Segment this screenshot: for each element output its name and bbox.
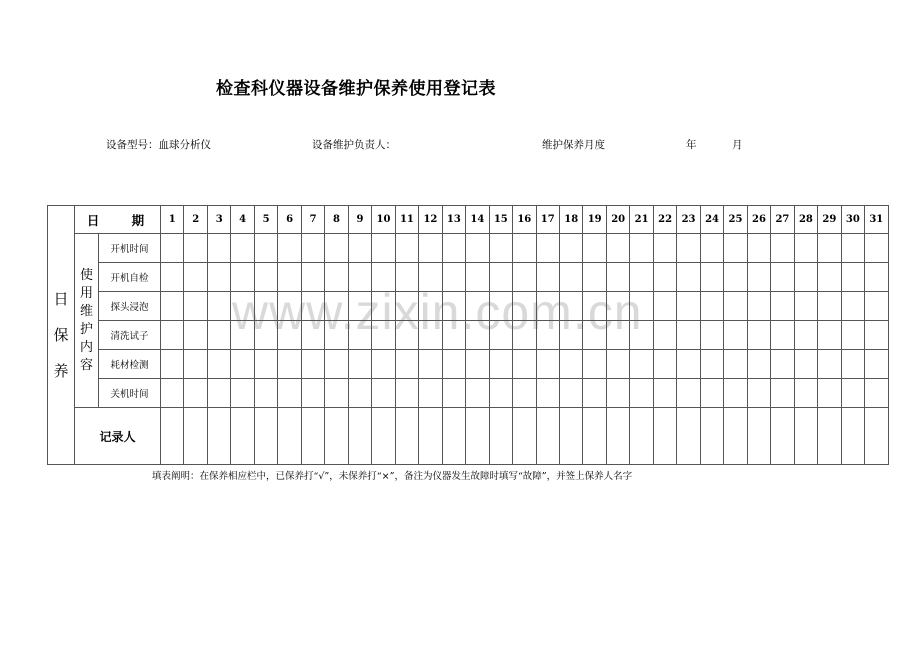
item-1-day-15-cell[interactable]	[489, 234, 512, 263]
item-4-day-6-cell[interactable]	[278, 321, 301, 350]
item-3-day-6-cell[interactable]	[278, 292, 301, 321]
maintainer-label: 设备维护负责人：	[312, 139, 396, 151]
day-number-header: 27	[771, 206, 794, 234]
day-number-header: 1	[161, 206, 184, 234]
item-5-day-12-cell[interactable]	[419, 350, 442, 379]
usage-maintenance-char: 用	[79, 285, 93, 301]
item-2-day-7-cell[interactable]	[301, 263, 324, 292]
item-2-day-8-cell[interactable]	[325, 263, 348, 292]
item-2-day-18-cell[interactable]	[559, 263, 582, 292]
item-6-day-21-cell[interactable]	[630, 379, 653, 408]
item-4-day-11-cell[interactable]	[395, 321, 418, 350]
day-number-header: 3	[207, 206, 230, 234]
day-number-header: 4	[231, 206, 254, 234]
item-3-day-19-cell[interactable]	[583, 292, 606, 321]
item-4-day-15-cell[interactable]	[489, 321, 512, 350]
recorder-day-30-cell[interactable]	[841, 408, 864, 465]
table-row	[48, 321, 889, 350]
daily-maintenance-char: 日	[53, 290, 69, 308]
item-3-day-8-cell[interactable]	[325, 292, 348, 321]
item-2-day-31-cell[interactable]	[865, 263, 888, 292]
item-6-day-27-cell[interactable]	[771, 379, 794, 408]
item-3-day-3-cell[interactable]	[207, 292, 230, 321]
item-5-day-26-cell[interactable]	[747, 350, 770, 379]
item-5-day-6-cell[interactable]	[278, 350, 301, 379]
item-label: 开机自检	[99, 263, 161, 292]
table-row	[48, 234, 889, 263]
item-5-day-11-cell[interactable]	[395, 350, 418, 379]
item-label: 关机时间	[99, 379, 161, 408]
item-3-day-10-cell[interactable]	[372, 292, 395, 321]
item-6-day-4-cell[interactable]	[231, 379, 254, 408]
recorder-label: 记录人	[75, 408, 161, 465]
item-5-day-8-cell[interactable]	[325, 350, 348, 379]
item-4-day-4-cell[interactable]	[231, 321, 254, 350]
daily-maintenance-char: 养	[53, 362, 69, 380]
equipment-model: 设备型号：血球分析仪	[106, 139, 211, 151]
item-2-day-9-cell[interactable]	[348, 263, 371, 292]
day-number-header: 22	[653, 206, 676, 234]
item-4-day-30-cell[interactable]	[841, 321, 864, 350]
recorder-day-18-cell[interactable]	[559, 408, 582, 465]
item-5-day-10-cell[interactable]	[372, 350, 395, 379]
item-3-day-15-cell[interactable]	[489, 292, 512, 321]
recorder-day-21-cell[interactable]	[630, 408, 653, 465]
item-1-day-2-cell[interactable]	[184, 234, 207, 263]
usage-maintenance-char: 容	[79, 357, 93, 373]
item-2-day-13-cell[interactable]	[442, 263, 465, 292]
item-label: 探头浸泡	[99, 292, 161, 321]
item-2-day-10-cell[interactable]	[372, 263, 395, 292]
item-3-day-2-cell[interactable]	[184, 292, 207, 321]
recorder-day-31-cell[interactable]	[865, 408, 888, 465]
item-1-day-7-cell[interactable]	[301, 234, 324, 263]
item-2-day-12-cell[interactable]	[419, 263, 442, 292]
item-2-day-20-cell[interactable]	[606, 263, 629, 292]
recorder-day-7-cell[interactable]	[301, 408, 324, 465]
item-6-day-23-cell[interactable]	[677, 379, 700, 408]
daily-maintenance-label	[48, 206, 75, 465]
day-number-header: 15	[489, 206, 512, 234]
maintenance-log-table	[47, 205, 889, 465]
item-1-day-30-cell[interactable]	[841, 234, 864, 263]
recorder-day-3-cell[interactable]	[207, 408, 230, 465]
recorder-day-15-cell[interactable]	[489, 408, 512, 465]
item-4-day-26-cell[interactable]	[747, 321, 770, 350]
item-1-day-3-cell[interactable]	[207, 234, 230, 263]
usage-maintenance-char: 内	[79, 339, 93, 355]
day-number-header: 31	[865, 206, 888, 234]
item-5-day-22-cell[interactable]	[653, 350, 676, 379]
item-1-day-17-cell[interactable]	[536, 234, 559, 263]
item-2-day-21-cell[interactable]	[630, 263, 653, 292]
item-6-day-29-cell[interactable]	[818, 379, 841, 408]
item-5-day-18-cell[interactable]	[559, 350, 582, 379]
item-4-day-18-cell[interactable]	[559, 321, 582, 350]
recorder-day-8-cell[interactable]	[325, 408, 348, 465]
item-4-day-22-cell[interactable]	[653, 321, 676, 350]
item-5-day-28-cell[interactable]	[794, 350, 817, 379]
day-number-header: 14	[466, 206, 489, 234]
usage-maintenance-char: 护	[79, 321, 93, 337]
item-5-day-4-cell[interactable]	[231, 350, 254, 379]
item-5-day-21-cell[interactable]	[630, 350, 653, 379]
item-3-day-21-cell[interactable]	[630, 292, 653, 321]
recorder-day-29-cell[interactable]	[818, 408, 841, 465]
item-4-day-17-cell[interactable]	[536, 321, 559, 350]
item-6-day-15-cell[interactable]	[489, 379, 512, 408]
recorder-day-2-cell[interactable]	[184, 408, 207, 465]
item-5-day-30-cell[interactable]	[841, 350, 864, 379]
table-row	[48, 350, 889, 379]
item-label: 开机时间	[99, 234, 161, 263]
item-6-day-16-cell[interactable]	[513, 379, 536, 408]
recorder-day-10-cell[interactable]	[372, 408, 395, 465]
item-2-day-29-cell[interactable]	[818, 263, 841, 292]
item-3-day-28-cell[interactable]	[794, 292, 817, 321]
date-header-cell: 日 期	[75, 206, 161, 234]
recorder-day-14-cell[interactable]	[466, 408, 489, 465]
item-5-day-14-cell[interactable]	[466, 350, 489, 379]
item-2-day-24-cell[interactable]	[700, 263, 723, 292]
item-2-day-3-cell[interactable]	[207, 263, 230, 292]
recorder-day-12-cell[interactable]	[419, 408, 442, 465]
item-1-day-31-cell[interactable]	[865, 234, 888, 263]
day-number-header: 26	[747, 206, 770, 234]
day-number-header: 29	[818, 206, 841, 234]
recorder-day-5-cell[interactable]	[254, 408, 277, 465]
item-3-day-1-cell[interactable]	[161, 292, 184, 321]
item-4-day-21-cell[interactable]	[630, 321, 653, 350]
item-6-day-3-cell[interactable]	[207, 379, 230, 408]
day-number-header: 8	[325, 206, 348, 234]
day-number-header: 30	[841, 206, 864, 234]
item-6-day-8-cell[interactable]	[325, 379, 348, 408]
day-number-header: 23	[677, 206, 700, 234]
item-6-day-14-cell[interactable]	[466, 379, 489, 408]
item-1-day-26-cell[interactable]	[747, 234, 770, 263]
item-2-day-6-cell[interactable]	[278, 263, 301, 292]
item-4-day-7-cell[interactable]	[301, 321, 324, 350]
item-2-day-2-cell[interactable]	[184, 263, 207, 292]
item-5-day-25-cell[interactable]	[724, 350, 747, 379]
day-number-header: 16	[513, 206, 536, 234]
day-number-header: 7	[301, 206, 324, 234]
item-3-day-4-cell[interactable]	[231, 292, 254, 321]
table-row	[48, 263, 889, 292]
item-6-day-5-cell[interactable]	[254, 379, 277, 408]
item-4-day-24-cell[interactable]	[700, 321, 723, 350]
item-6-day-10-cell[interactable]	[372, 379, 395, 408]
item-1-day-1-cell[interactable]	[161, 234, 184, 263]
item-4-day-23-cell[interactable]	[677, 321, 700, 350]
item-3-day-31-cell[interactable]	[865, 292, 888, 321]
usage-maintenance-char: 使	[79, 267, 93, 283]
item-4-day-3-cell[interactable]	[207, 321, 230, 350]
item-5-day-29-cell[interactable]	[818, 350, 841, 379]
item-2-day-5-cell[interactable]	[254, 263, 277, 292]
item-label: 耗材检测	[99, 350, 161, 379]
recorder-day-9-cell[interactable]	[348, 408, 371, 465]
item-5-day-3-cell[interactable]	[207, 350, 230, 379]
item-3-day-18-cell[interactable]	[559, 292, 582, 321]
table-row	[48, 292, 889, 321]
recorder-row	[48, 408, 889, 465]
item-2-day-30-cell[interactable]	[841, 263, 864, 292]
usage-maintenance-char: 维	[79, 303, 93, 319]
item-3-day-20-cell[interactable]	[606, 292, 629, 321]
item-2-day-4-cell[interactable]	[231, 263, 254, 292]
item-3-day-23-cell[interactable]	[677, 292, 700, 321]
recorder-day-26-cell[interactable]	[747, 408, 770, 465]
item-3-day-13-cell[interactable]	[442, 292, 465, 321]
item-1-day-25-cell[interactable]	[724, 234, 747, 263]
item-5-day-13-cell[interactable]	[442, 350, 465, 379]
item-3-day-9-cell[interactable]	[348, 292, 371, 321]
item-5-day-1-cell[interactable]	[161, 350, 184, 379]
item-2-day-22-cell[interactable]	[653, 263, 676, 292]
item-6-day-6-cell[interactable]	[278, 379, 301, 408]
item-6-day-1-cell[interactable]	[161, 379, 184, 408]
day-number-header: 12	[419, 206, 442, 234]
item-2-day-26-cell[interactable]	[747, 263, 770, 292]
recorder-day-23-cell[interactable]	[677, 408, 700, 465]
item-2-day-14-cell[interactable]	[466, 263, 489, 292]
maintenance-month-label: 维护保养月度	[542, 139, 605, 151]
item-4-day-27-cell[interactable]	[771, 321, 794, 350]
item-1-day-18-cell[interactable]	[559, 234, 582, 263]
recorder-day-4-cell[interactable]	[231, 408, 254, 465]
item-label: 清洗试子	[99, 321, 161, 350]
day-number-header: 28	[794, 206, 817, 234]
item-1-day-21-cell[interactable]	[630, 234, 653, 263]
item-6-day-12-cell[interactable]	[419, 379, 442, 408]
item-1-day-10-cell[interactable]	[372, 234, 395, 263]
item-6-day-13-cell[interactable]	[442, 379, 465, 408]
item-1-day-9-cell[interactable]	[348, 234, 371, 263]
item-1-day-4-cell[interactable]	[231, 234, 254, 263]
item-5-day-17-cell[interactable]	[536, 350, 559, 379]
item-6-day-31-cell[interactable]	[865, 379, 888, 408]
item-1-day-24-cell[interactable]	[700, 234, 723, 263]
item-6-day-17-cell[interactable]	[536, 379, 559, 408]
day-number-header: 9	[348, 206, 371, 234]
item-3-day-27-cell[interactable]	[771, 292, 794, 321]
item-5-day-27-cell[interactable]	[771, 350, 794, 379]
item-5-day-19-cell[interactable]	[583, 350, 606, 379]
item-4-day-8-cell[interactable]	[325, 321, 348, 350]
item-4-day-2-cell[interactable]	[184, 321, 207, 350]
item-2-day-1-cell[interactable]	[161, 263, 184, 292]
item-4-day-5-cell[interactable]	[254, 321, 277, 350]
item-3-day-7-cell[interactable]	[301, 292, 324, 321]
recorder-day-13-cell[interactable]	[442, 408, 465, 465]
item-1-day-29-cell[interactable]	[818, 234, 841, 263]
item-1-day-20-cell[interactable]	[606, 234, 629, 263]
item-1-day-12-cell[interactable]	[419, 234, 442, 263]
item-4-day-9-cell[interactable]	[348, 321, 371, 350]
table-row	[48, 379, 889, 408]
daily-maintenance-char: 保	[53, 326, 69, 344]
item-2-day-17-cell[interactable]	[536, 263, 559, 292]
item-6-day-2-cell[interactable]	[184, 379, 207, 408]
item-5-day-2-cell[interactable]	[184, 350, 207, 379]
item-2-day-27-cell[interactable]	[771, 263, 794, 292]
month-label: 月	[732, 139, 743, 151]
recorder-day-1-cell[interactable]	[161, 408, 184, 465]
item-1-day-8-cell[interactable]	[325, 234, 348, 263]
item-1-day-14-cell[interactable]	[466, 234, 489, 263]
item-6-day-26-cell[interactable]	[747, 379, 770, 408]
item-6-day-11-cell[interactable]	[395, 379, 418, 408]
footnote: 填表阐明：在保养相应栏中，已保养打“√”，未保养打“×”，备注为仪器发生故障时填写“故障”，并签上保养人名字	[152, 471, 633, 482]
recorder-day-24-cell[interactable]	[700, 408, 723, 465]
item-5-day-23-cell[interactable]	[677, 350, 700, 379]
year-label: 年	[686, 139, 697, 151]
day-number-header: 21	[630, 206, 653, 234]
day-number-header: 5	[254, 206, 277, 234]
item-1-day-27-cell[interactable]	[771, 234, 794, 263]
item-3-day-14-cell[interactable]	[466, 292, 489, 321]
item-1-day-5-cell[interactable]	[254, 234, 277, 263]
day-number-header: 20	[606, 206, 629, 234]
item-2-day-19-cell[interactable]	[583, 263, 606, 292]
day-number-header: 17	[536, 206, 559, 234]
recorder-day-28-cell[interactable]	[794, 408, 817, 465]
item-5-day-31-cell[interactable]	[865, 350, 888, 379]
day-number-header: 13	[442, 206, 465, 234]
day-number-header: 10	[372, 206, 395, 234]
item-3-day-22-cell[interactable]	[653, 292, 676, 321]
item-2-day-28-cell[interactable]	[794, 263, 817, 292]
item-5-day-9-cell[interactable]	[348, 350, 371, 379]
item-3-day-29-cell[interactable]	[818, 292, 841, 321]
recorder-day-22-cell[interactable]	[653, 408, 676, 465]
item-2-day-25-cell[interactable]	[724, 263, 747, 292]
item-3-day-12-cell[interactable]	[419, 292, 442, 321]
item-4-day-13-cell[interactable]	[442, 321, 465, 350]
usage-maintenance-label	[75, 234, 99, 408]
item-3-day-24-cell[interactable]	[700, 292, 723, 321]
watermark: www.zixin.com.cn	[232, 284, 643, 340]
item-1-day-23-cell[interactable]	[677, 234, 700, 263]
recorder-day-6-cell[interactable]	[278, 408, 301, 465]
recorder-day-20-cell[interactable]	[606, 408, 629, 465]
item-3-day-25-cell[interactable]	[724, 292, 747, 321]
item-6-day-7-cell[interactable]	[301, 379, 324, 408]
item-2-day-16-cell[interactable]	[513, 263, 536, 292]
day-number-header: 11	[395, 206, 418, 234]
recorder-day-17-cell[interactable]	[536, 408, 559, 465]
item-6-day-24-cell[interactable]	[700, 379, 723, 408]
day-number-header: 24	[700, 206, 723, 234]
item-1-day-11-cell[interactable]	[395, 234, 418, 263]
item-6-day-9-cell[interactable]	[348, 379, 371, 408]
item-4-day-16-cell[interactable]	[513, 321, 536, 350]
item-2-day-23-cell[interactable]	[677, 263, 700, 292]
item-3-day-16-cell[interactable]	[513, 292, 536, 321]
day-number-header: 2	[184, 206, 207, 234]
item-6-day-20-cell[interactable]	[606, 379, 629, 408]
item-3-day-17-cell[interactable]	[536, 292, 559, 321]
item-6-day-28-cell[interactable]	[794, 379, 817, 408]
item-4-day-19-cell[interactable]	[583, 321, 606, 350]
day-number-header: 6	[278, 206, 301, 234]
item-4-day-12-cell[interactable]	[419, 321, 442, 350]
item-5-day-5-cell[interactable]	[254, 350, 277, 379]
item-6-day-25-cell[interactable]	[724, 379, 747, 408]
item-1-day-16-cell[interactable]	[513, 234, 536, 263]
item-5-day-24-cell[interactable]	[700, 350, 723, 379]
item-1-day-19-cell[interactable]	[583, 234, 606, 263]
item-4-day-25-cell[interactable]	[724, 321, 747, 350]
day-number-header: 18	[559, 206, 582, 234]
recorder-day-11-cell[interactable]	[395, 408, 418, 465]
item-5-day-20-cell[interactable]	[606, 350, 629, 379]
item-1-day-28-cell[interactable]	[794, 234, 817, 263]
item-6-day-18-cell[interactable]	[559, 379, 582, 408]
recorder-day-16-cell[interactable]	[513, 408, 536, 465]
day-number-header: 25	[724, 206, 747, 234]
item-3-day-5-cell[interactable]	[254, 292, 277, 321]
item-3-day-26-cell[interactable]	[747, 292, 770, 321]
recorder-day-25-cell[interactable]	[724, 408, 747, 465]
item-4-day-10-cell[interactable]	[372, 321, 395, 350]
recorder-day-19-cell[interactable]	[583, 408, 606, 465]
item-3-day-11-cell[interactable]	[395, 292, 418, 321]
item-4-day-29-cell[interactable]	[818, 321, 841, 350]
item-4-day-31-cell[interactable]	[865, 321, 888, 350]
recorder-day-27-cell[interactable]	[771, 408, 794, 465]
day-number-header: 19	[583, 206, 606, 234]
item-2-day-15-cell[interactable]	[489, 263, 512, 292]
page-title: 检查科仪器设备维护保养使用登记表	[216, 79, 496, 99]
item-4-day-14-cell[interactable]	[466, 321, 489, 350]
item-5-day-7-cell[interactable]	[301, 350, 324, 379]
item-1-day-13-cell[interactable]	[442, 234, 465, 263]
item-6-day-19-cell[interactable]	[583, 379, 606, 408]
item-5-day-16-cell[interactable]	[513, 350, 536, 379]
item-6-day-30-cell[interactable]	[841, 379, 864, 408]
item-5-day-15-cell[interactable]	[489, 350, 512, 379]
item-4-day-20-cell[interactable]	[606, 321, 629, 350]
item-2-day-11-cell[interactable]	[395, 263, 418, 292]
date-header-row	[48, 206, 889, 234]
item-4-day-28-cell[interactable]	[794, 321, 817, 350]
item-1-day-22-cell[interactable]	[653, 234, 676, 263]
item-1-day-6-cell[interactable]	[278, 234, 301, 263]
item-4-day-1-cell[interactable]	[161, 321, 184, 350]
item-3-day-30-cell[interactable]	[841, 292, 864, 321]
item-6-day-22-cell[interactable]	[653, 379, 676, 408]
